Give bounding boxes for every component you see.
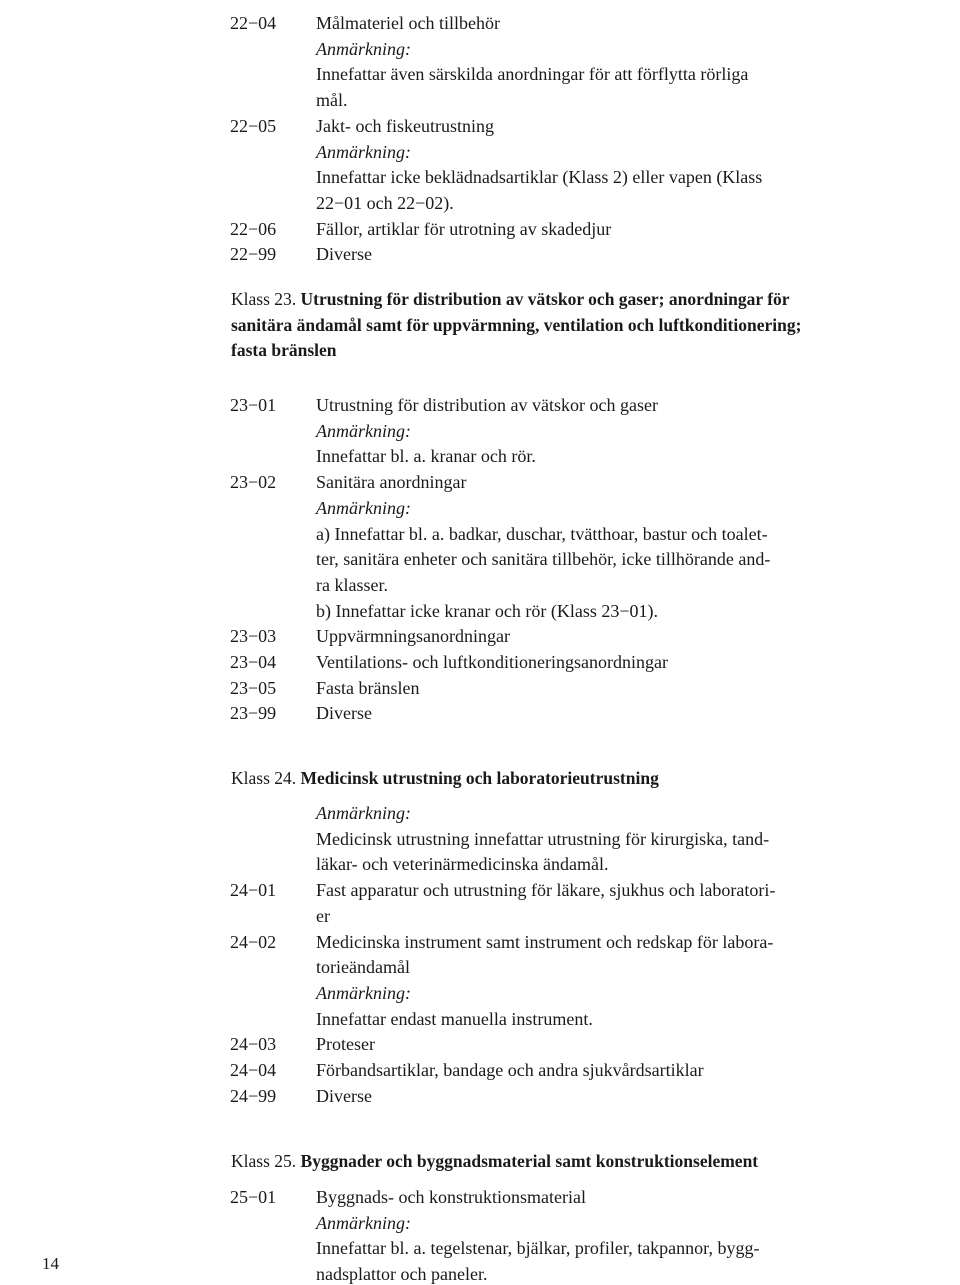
entry-code: 24−01 bbox=[230, 880, 277, 901]
entry-text: Innefattar bl. a. tegelstenar, bjälkar, profiler, takpannor, bygg- bbox=[316, 1238, 760, 1259]
note-label: Anmärkning: bbox=[316, 141, 411, 162]
note-label: Anmärkning: bbox=[316, 803, 411, 823]
note-label: Anmärkning: bbox=[316, 1212, 411, 1233]
entry-text: Innefattar icke beklädnadsartiklar (Klass 2) eller vapen (Klass bbox=[316, 167, 763, 188]
class-heading bbox=[231, 1150, 758, 1172]
entry-text: Jakt- och fiskeutrustning bbox=[316, 115, 494, 136]
class-number: Klass 25. bbox=[231, 1151, 301, 1171]
entry-text: Utrustning för distribution av vätskor och gaser bbox=[316, 395, 658, 415]
entry-code: 24−03 bbox=[230, 1034, 277, 1055]
entry-text: mål. bbox=[316, 90, 348, 111]
entry-text: Fasta bränslen bbox=[316, 677, 420, 698]
entry-code: 23−03 bbox=[230, 626, 277, 647]
entry-text: Förbandsartiklar, bandage och andra sjukvårdsartiklar bbox=[316, 1060, 704, 1080]
entry-text: Ventilations- och luftkonditioneringsanordningar bbox=[316, 652, 668, 672]
entry-code: 25−01 bbox=[230, 1187, 277, 1207]
note-label: Anmärkning: bbox=[316, 38, 411, 59]
entry-text: Fast apparatur och utrustning för läkare, sjukhus och laboratori- bbox=[316, 880, 776, 901]
entry-code: 22−99 bbox=[230, 244, 277, 265]
entry-text: b) Innefattar icke kranar och rör (Klass 23−01). bbox=[316, 600, 659, 621]
entry-text: 22−01 och 22−02). bbox=[316, 192, 454, 213]
entry-text: läkar- och veterinärmedicinska ändamål. bbox=[316, 854, 609, 875]
note-label: Anmärkning: bbox=[316, 497, 411, 518]
entry-text: Innefattar även särskilda anordningar för att förflytta rörliga bbox=[316, 64, 749, 85]
entry-text: Sanitära anordningar bbox=[316, 472, 467, 493]
entry-text: torieändamål bbox=[316, 957, 410, 978]
entry-text: Diverse bbox=[316, 1085, 372, 1106]
class-heading bbox=[231, 288, 790, 310]
class-title: sanitära ändamål samt för uppvärmning, ventilation och luftkonditionering; bbox=[231, 314, 802, 335]
entry-code: 23−99 bbox=[230, 703, 277, 724]
entry-text: Medicinsk utrustning innefattar utrustning för kirurgiska, tand- bbox=[316, 828, 770, 849]
entry-code: 22−05 bbox=[230, 115, 277, 136]
entry-text: ra klasser. bbox=[316, 574, 388, 595]
entry-text: Diverse bbox=[316, 703, 372, 724]
class-title: Medicinsk utrustning och laboratorieutrustning bbox=[300, 768, 659, 788]
entry-text: nadsplattor och paneler. bbox=[316, 1264, 488, 1285]
entry-text: ter, sanitära enheter och sanitära tillbehör, icke tillhörande and- bbox=[316, 549, 771, 570]
class-heading-line bbox=[231, 339, 337, 361]
entry-code: 22−06 bbox=[230, 218, 277, 239]
entry-code: 23−05 bbox=[230, 677, 277, 698]
class-heading bbox=[231, 767, 659, 789]
note-label: Anmärkning: bbox=[316, 982, 411, 1003]
entry-code: 23−02 bbox=[230, 472, 277, 493]
page-number: 14 bbox=[42, 1254, 59, 1273]
class-title: Utrustning för distribution av vätskor och gaser; anordningar för bbox=[300, 289, 790, 309]
entry-text: Medicinska instrument samt instrument och redskap för labora- bbox=[316, 931, 774, 952]
class-title: fasta bränslen bbox=[231, 340, 337, 361]
entry-code: 22−04 bbox=[230, 13, 277, 33]
entry-text: Fällor, artiklar för utrotning av skadedjur bbox=[316, 218, 612, 239]
entry-text: Innefattar bl. a. kranar och rör. bbox=[316, 446, 536, 467]
note-label: Anmärkning: bbox=[316, 420, 411, 441]
entry-code: 23−04 bbox=[230, 652, 277, 672]
entry-text: Diverse bbox=[316, 244, 372, 265]
entry-text: Målmateriel och tillbehör bbox=[316, 13, 500, 33]
entry-text: Innefattar endast manuella instrument. bbox=[316, 1008, 593, 1029]
entry-text: Uppvärmningsanordningar bbox=[316, 626, 510, 647]
entry-code: 24−04 bbox=[230, 1060, 277, 1080]
entry-text: Byggnads- och konstruktionsmaterial bbox=[316, 1187, 586, 1207]
class-heading-line bbox=[231, 314, 801, 336]
class-number: Klass 24. bbox=[231, 768, 301, 788]
entry-text: a) Innefattar bl. a. badkar, duschar, tvätthoar, bastur och toalet- bbox=[316, 523, 768, 544]
class-number: Klass 23. bbox=[231, 289, 301, 309]
entry-code: 24−02 bbox=[230, 931, 277, 952]
class-title: Byggnader och byggnadsmaterial samt konstruktionselement bbox=[300, 1151, 759, 1171]
entry-text: er bbox=[316, 905, 330, 926]
entry-code: 24−99 bbox=[230, 1085, 277, 1106]
entry-text: Proteser bbox=[316, 1034, 375, 1055]
entry-code: 23−01 bbox=[230, 395, 277, 415]
